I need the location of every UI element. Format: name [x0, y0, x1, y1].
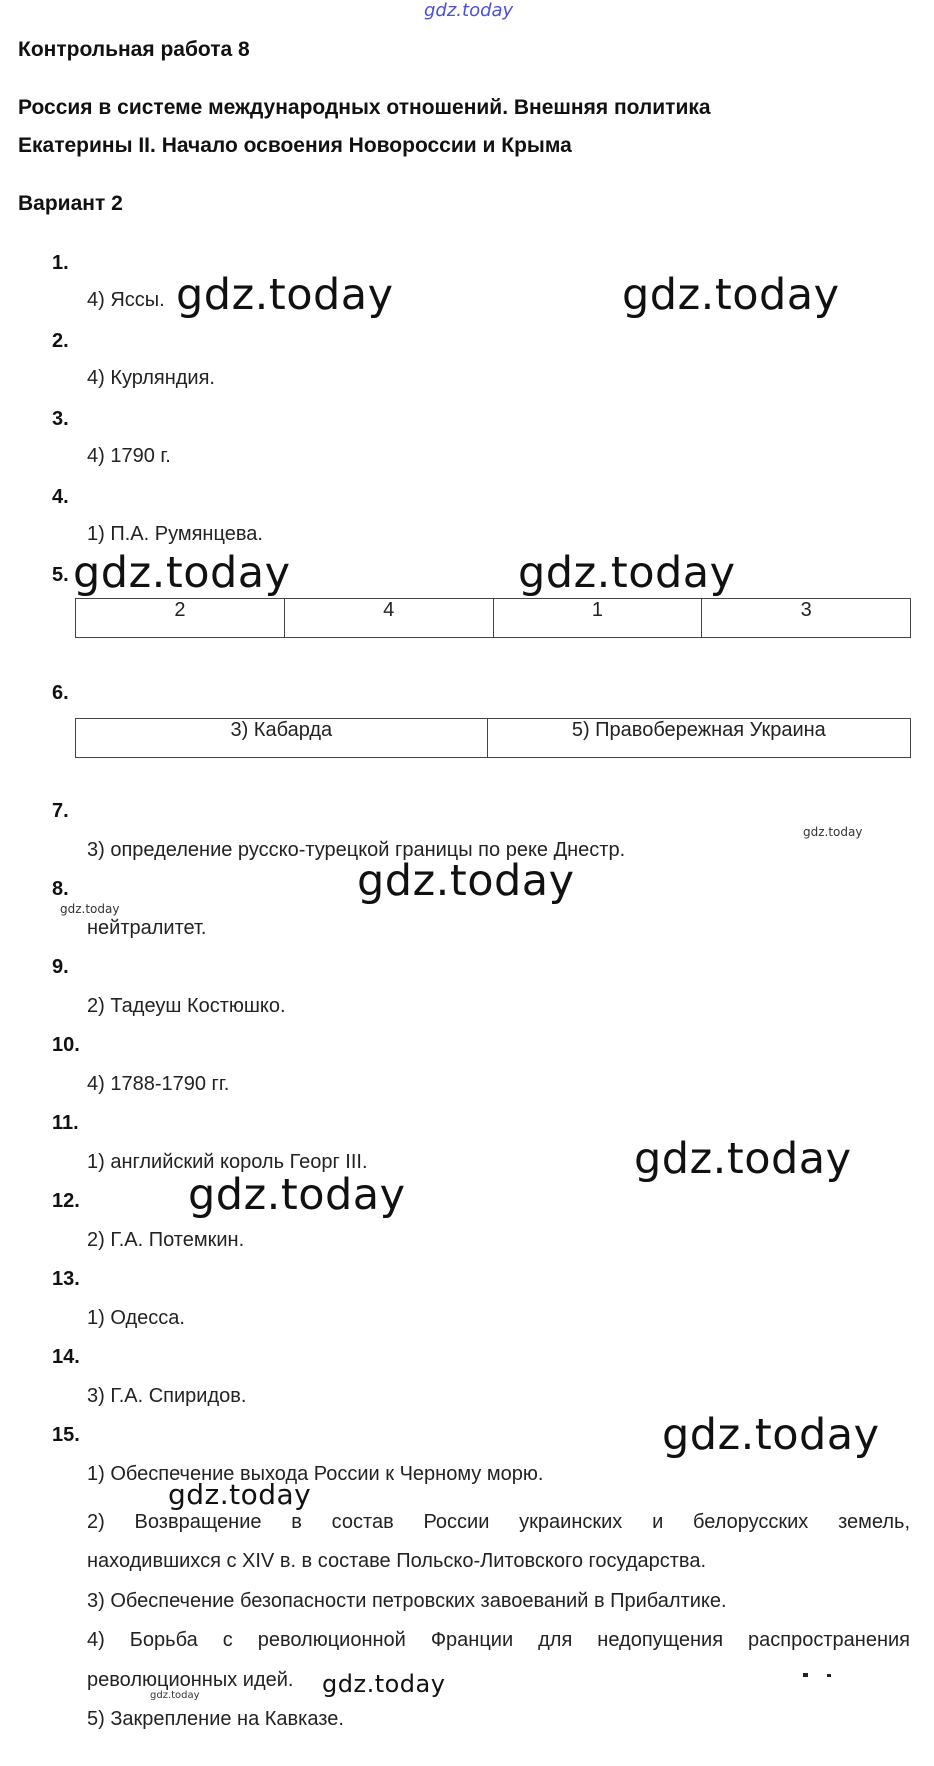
question-number: 12.	[52, 1190, 80, 1212]
table-cell: 2	[76, 599, 285, 638]
question-number: 1.	[52, 252, 69, 274]
watermark: gdz.today	[60, 902, 120, 916]
answer-list-item: находившихся с XIV в. в составе Польско-Литовского государства.	[87, 1550, 706, 1572]
question-number: 6.	[52, 682, 69, 704]
watermark: gdz.today	[168, 1478, 312, 1511]
table-cell: 3	[702, 599, 911, 638]
question-number: 13.	[52, 1268, 80, 1290]
topic-line-2: Екатерины II. Начало освоения Новороссии и Крыма	[18, 134, 572, 157]
answer-text: 4) 1790 г.	[87, 445, 171, 467]
question-number: 9.	[52, 956, 69, 978]
question-number: 2.	[52, 330, 69, 352]
watermark: gdz.today	[518, 548, 736, 598]
answer-list-item: революционных идей.	[87, 1669, 294, 1691]
variant-label: Вариант 2	[18, 192, 123, 215]
question-number: 11.	[52, 1112, 79, 1134]
stray-mark	[827, 1674, 831, 1677]
watermark: gdz.today	[322, 1670, 446, 1698]
work-title: Контрольная работа 8	[18, 38, 250, 61]
watermark: gdz.today	[188, 1170, 406, 1220]
question-number: 5.	[52, 564, 69, 586]
answer-text: 2) Тадеуш Костюшко.	[87, 995, 286, 1017]
watermark: gdz.today	[150, 1690, 200, 1701]
answer-text: 3) определение русско-турецкой границы по реке Днестр.	[87, 839, 626, 861]
answer-list-item: 4) Борьба с революционной Франции для недопущения распространения	[87, 1629, 910, 1651]
answer-text: 4) Курляндия.	[87, 367, 215, 389]
question-number: 10.	[52, 1034, 80, 1056]
answer-text: нейтралитет.	[87, 917, 207, 939]
table-cell: 4	[284, 599, 493, 638]
answer-text: 4) 1788-1790 гг.	[87, 1073, 230, 1095]
question-number: 7.	[52, 800, 69, 822]
watermark: gdz.today	[176, 270, 394, 320]
watermark: gdz.today	[357, 856, 575, 906]
answer-text: 1) П.А. Румянцева.	[87, 523, 263, 545]
table-cell: 1	[493, 599, 702, 638]
answer-text: 1) Одесса.	[87, 1307, 185, 1329]
watermark: gdz.today	[803, 825, 863, 839]
answer-text: 3) Г.А. Спиридов.	[87, 1385, 247, 1407]
question-number: 15.	[52, 1424, 80, 1446]
table-cell: 5) Правобережная Украина	[487, 719, 910, 758]
answer-list-item: 5) Закрепление на Кавказе.	[87, 1708, 344, 1730]
answer-list-item: 1) Обеспечение выхода России к Черному морю.	[87, 1463, 544, 1485]
answer-table-q5	[75, 598, 911, 638]
answer-text: 2) Г.А. Потемкин.	[87, 1229, 245, 1251]
watermark: gdz.today	[634, 1134, 852, 1184]
watermark: gdz.today	[662, 1410, 880, 1460]
topic-line-1: Россия в системе международных отношений. Внешняя политика	[18, 96, 711, 119]
answer-list-item: 3) Обеспечение безопасности петровских завоеваний в Прибалтике.	[87, 1590, 727, 1612]
stray-mark	[803, 1673, 808, 1677]
question-number: 4.	[52, 486, 69, 508]
top-watermark: gdz.today	[424, 0, 514, 21]
answer-text: 1) английский король Георг III.	[87, 1151, 368, 1173]
question-number: 3.	[52, 408, 69, 430]
answer-list-item: 2) Возвращение в состав России украинских и белорусских земель,	[87, 1511, 910, 1533]
watermark: gdz.today	[622, 270, 840, 320]
table-cell: 3) Кабарда	[76, 719, 488, 758]
question-number: 8.	[52, 878, 69, 900]
question-number: 14.	[52, 1346, 80, 1368]
answer-text: 4) Яссы.	[87, 289, 165, 311]
watermark: gdz.today	[73, 548, 291, 598]
answer-table-q6	[75, 718, 911, 758]
